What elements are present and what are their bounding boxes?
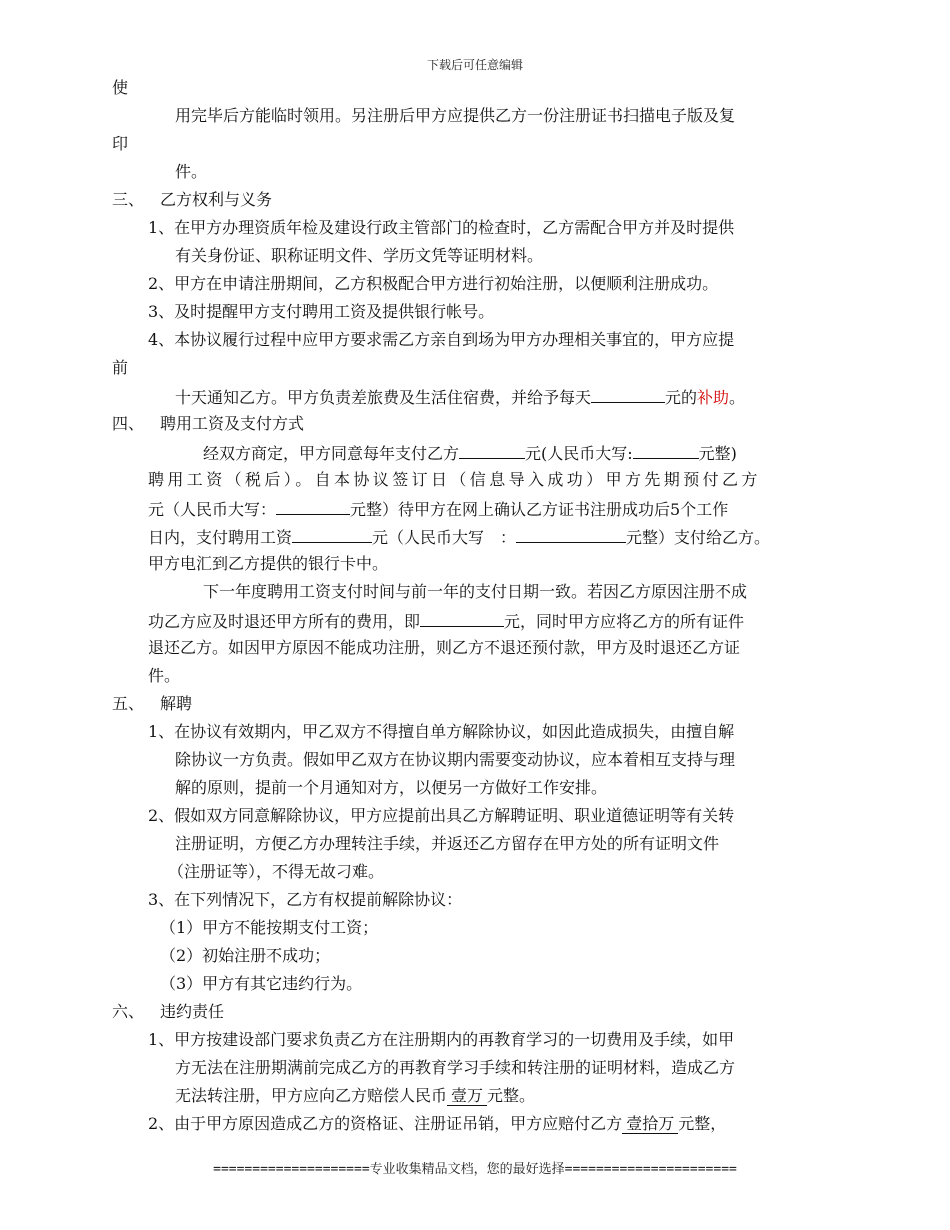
text-line: 2、由于甲方原因造成乙方的资格证、注册证吊销，甲方应赔付乙方 壹拾万 元整， (148, 1114, 727, 1133)
section-number: 四、 (112, 414, 145, 433)
text-line: 1、甲方按建设部门要求负责乙方在注册期内的再教育学习的一切费用及手续，如甲 (148, 1030, 735, 1049)
highlighted-text: 补助 (697, 388, 730, 407)
text-line: 前 (112, 358, 129, 377)
blank-field (516, 526, 626, 543)
blank-field (276, 498, 350, 515)
text-line: 有关身份证、职称证明文件、学历文凭等证明材料。 (175, 246, 544, 265)
text-line: 使 (112, 78, 129, 97)
text-line: 件。 (175, 162, 208, 181)
text-line: 退还乙方。如因甲方原因不能成功注册，则乙方不退还预付款，甲方及时退还乙方证 (148, 638, 741, 657)
section-title: 违约责任 (160, 1002, 225, 1021)
text-line: （注册证等），不得无故刁难。 (168, 862, 385, 881)
filled-blank: 壹拾万 (622, 1114, 678, 1134)
text-line: 印 (112, 134, 129, 153)
text-line: 1、在甲方办理资质年检及建设行政主管部门的检查时，乙方需配合甲方并及时提供 (148, 218, 735, 237)
text-line: 1、在协议有效期内，甲乙双方不得擅自单方解除协议，如因此造成损失，由擅自解 (148, 722, 735, 741)
section-title: 解聘 (160, 694, 193, 713)
text-line: 2、甲方在申请注册期间，乙方积极配合甲方进行初始注册，以便顺利注册成功。 (148, 274, 719, 293)
text-line: 方无法在注册期满前完成乙方的再教育学习手续和转注册的证明材料，造成乙方 (175, 1058, 736, 1077)
list-item: （2）初始注册不成功； (160, 946, 331, 965)
page-header: 下载后可任意编辑 (426, 58, 523, 72)
section-number: 三、 (112, 190, 145, 209)
text-line: 十天通知乙方。甲方负责差旅费及生活住宿费，并给予每天 元的补助。 (175, 388, 746, 407)
page-footer: ====================专业收集精品文档，您的最好选择====================== (213, 1162, 737, 1177)
blank-field (420, 610, 504, 627)
text-line: 日内，支付聘用工资 元（人民币大写 ： 元整）支付给乙方。 (148, 528, 771, 547)
text-line: 元（人民币大写： 元整）待甲方在网上确认乙方证书注册成功后5个工作 (148, 500, 729, 519)
blank-field (633, 442, 699, 459)
list-item: （1）甲方不能按期支付工资； (160, 918, 379, 937)
text-line: 件。 (148, 666, 181, 685)
text-line: 下一年度聘用工资支付时间与前一年的支付日期一致。若因乙方原因注册不成 (203, 582, 748, 601)
text-line: 无法转注册，甲方应向乙方赔偿人民币 壹万 元整。 (175, 1086, 536, 1105)
text-line: 聘用工资（税后）。自本协议签订日（信息导入成功）甲方先期预付乙方 (148, 470, 761, 489)
list-item: （3）甲方有其它违约行为。 (160, 974, 363, 993)
text-line: 3、在下列情况下，乙方有权提前解除协议： (148, 890, 463, 909)
section-title: 乙方权利与义务 (160, 190, 273, 209)
blank-field (591, 386, 665, 403)
text-line: 经双方商定，甲方同意每年支付乙方 元(人民币大写: 元整) (203, 444, 737, 463)
text-line: 3、及时提醒甲方支付聘用工资及提供银行帐号。 (148, 302, 495, 321)
section-number: 六、 (112, 1002, 145, 1021)
text-line: 2、假如双方同意解除协议，甲方应提前出具乙方解聘证明、职业道德证明等有关转 (148, 806, 735, 825)
section-title: 聘用工资及支付方式 (160, 414, 305, 433)
text-line: 4、本协议履行过程中应甲方要求需乙方亲自到场为甲方办理相关事宜的，甲方应提 (148, 330, 735, 349)
blank-field (292, 526, 372, 543)
text-line: 甲方电汇到乙方提供的银行卡中。 (148, 554, 389, 573)
text-line: 注册证明，方便乙方办理转注手续，并返还乙方留存在甲方处的所有证明文件 (175, 834, 720, 853)
text-line: 功乙方应及时退还甲方所有的费用，即 元，同时甲方应将乙方的所有证件 (148, 612, 745, 631)
filled-blank: 壹万 (447, 1086, 487, 1106)
text-line: 解的原则，提前一个月通知对方，以便另一方做好工作安排。 (175, 778, 608, 797)
blank-field (459, 442, 525, 459)
section-number: 五、 (112, 694, 145, 713)
text-line: 用完毕后方能临时领用。另注册后甲方应提供乙方一份注册证书扫描电子版及复 (175, 106, 736, 125)
text-line: 除协议一方负责。假如甲乙双方在协议期内需要变动协议，应本着相互支持与理 (175, 750, 736, 769)
